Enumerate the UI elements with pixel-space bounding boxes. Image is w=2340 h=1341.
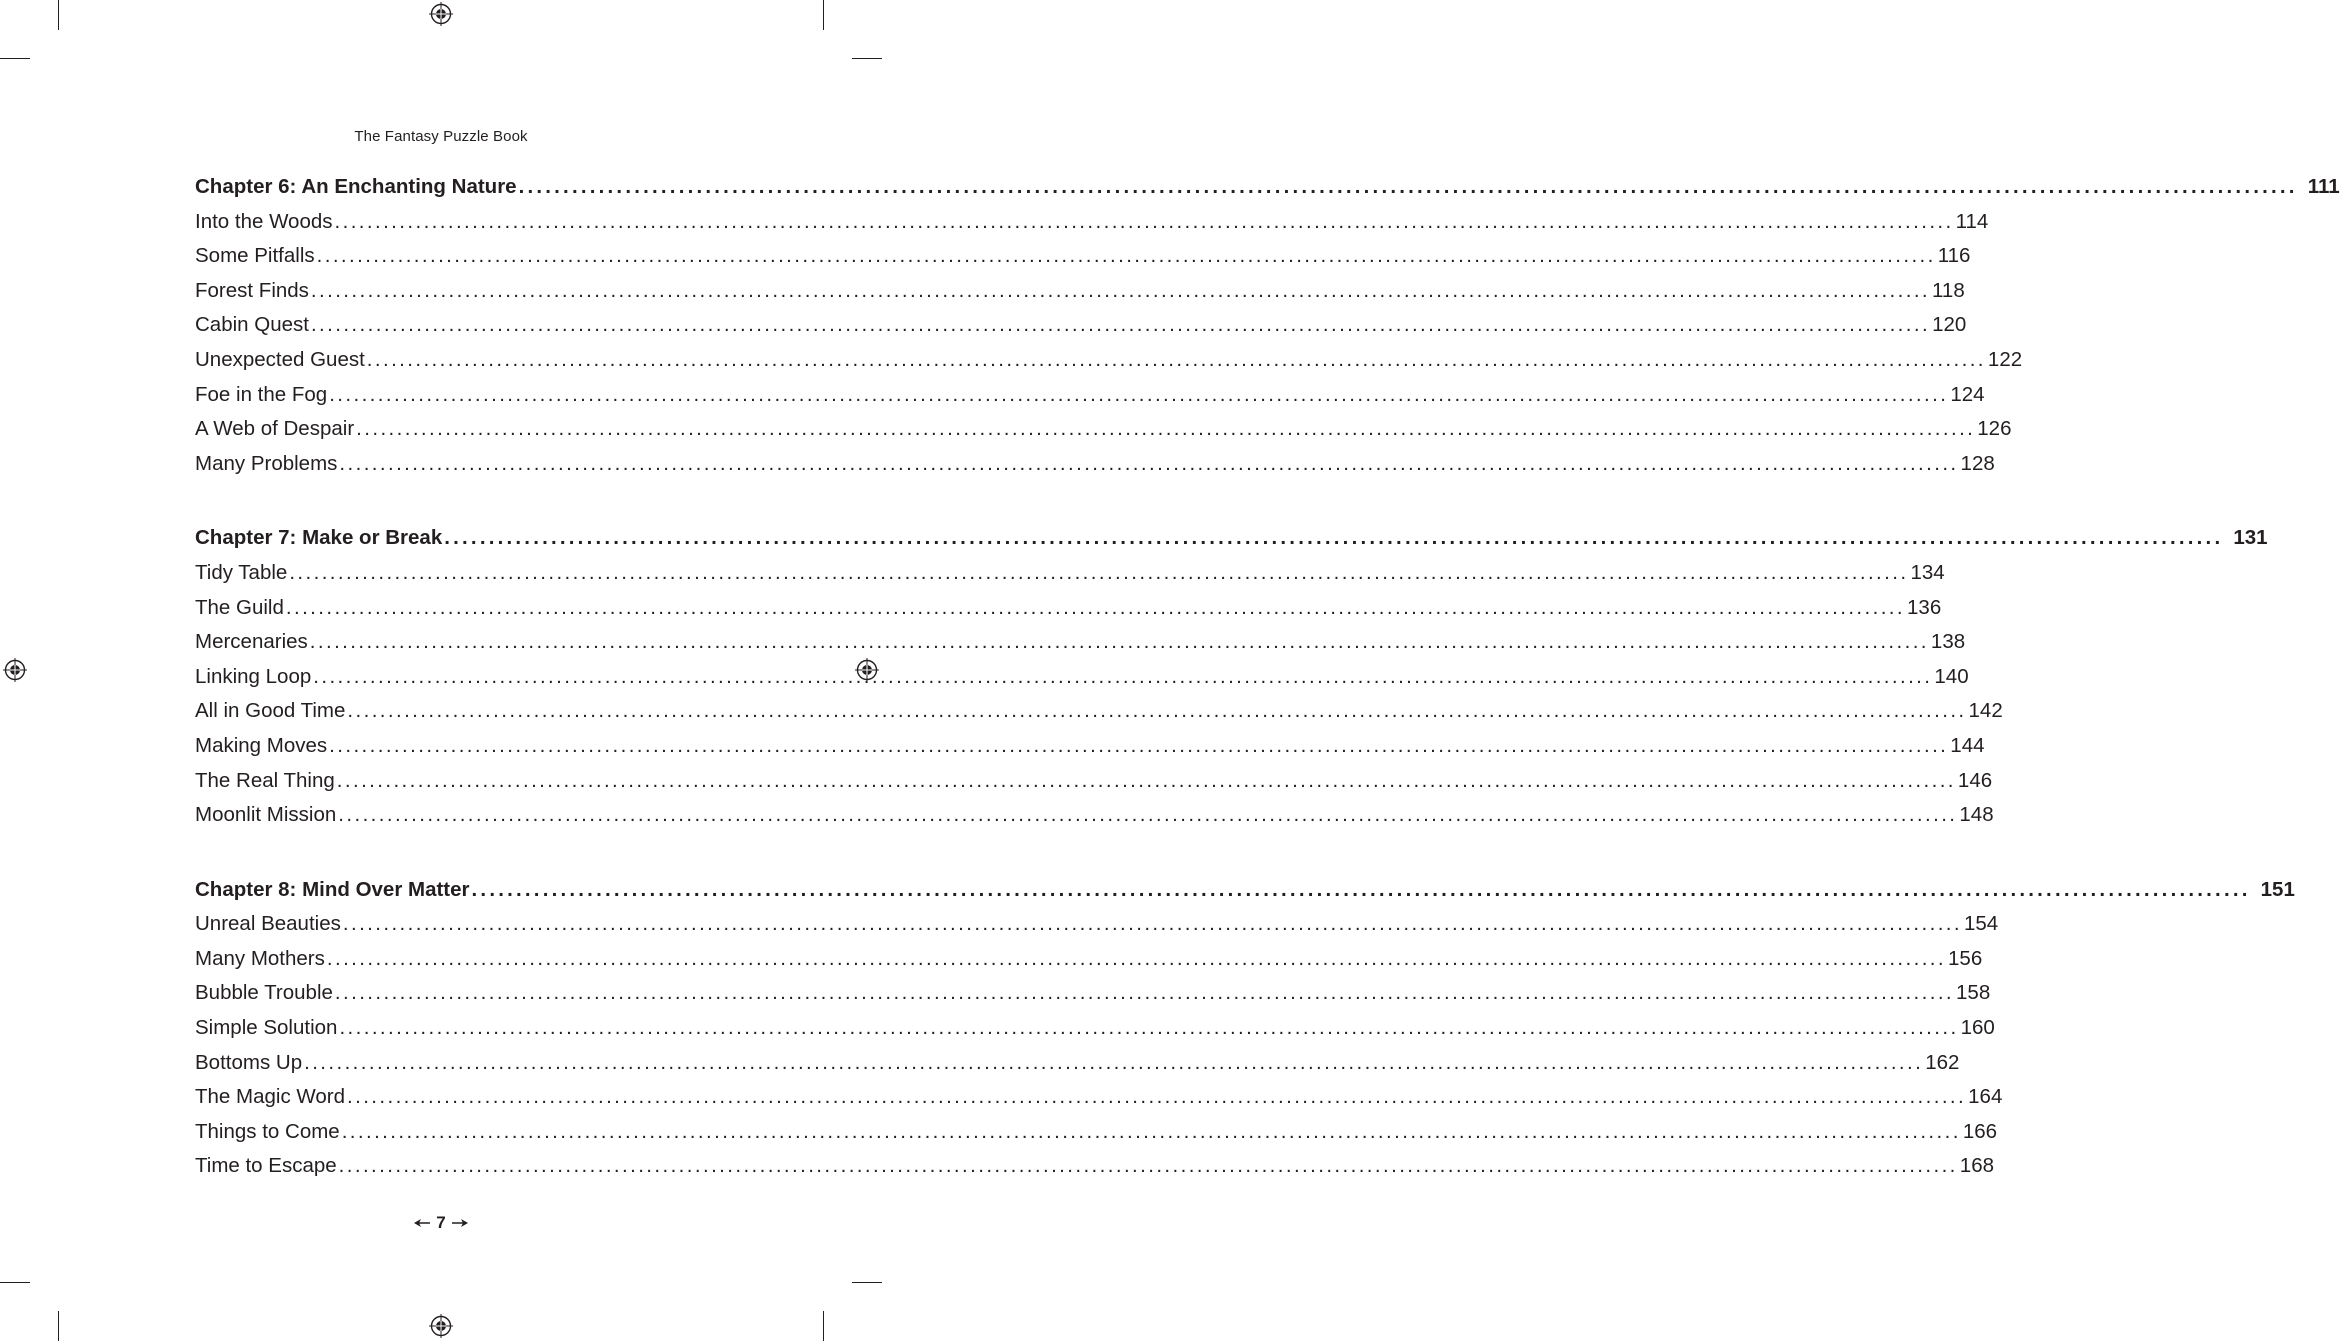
- chapter-page-number: 131: [2233, 526, 2268, 550]
- dot-leader: ........................................................................................................................................................................................................: [285, 595, 1906, 619]
- entry-title: Unexpected Guest: [195, 347, 365, 371]
- crop-mark-top-right: [823, 0, 824, 30]
- dot-leader: ........................................................................................................................................................................................................: [518, 175, 2298, 198]
- registration-mark-icon: [3, 658, 27, 682]
- chapter-title: Chapter 8: Mind Over Matter: [195, 877, 470, 901]
- toc-entry[interactable]: [195, 343, 2023, 378]
- dot-leader: ........................................................................................................................................................................................................: [347, 1085, 1967, 1109]
- chapter-heading[interactable]: [195, 873, 2295, 908]
- toc-entry[interactable]: [195, 591, 1942, 626]
- dot-leader: ........................................................................................................................................................................................................: [310, 313, 1931, 337]
- crop-mark-top-right: [852, 58, 882, 59]
- entry-page-number: 118: [1932, 278, 1965, 302]
- chapter-section: [195, 873, 2295, 1184]
- chapter-page-number: 151: [2260, 877, 2295, 901]
- crop-mark-top-left: [58, 0, 59, 30]
- page-footer: [0, 1213, 882, 1233]
- entry-page-number: 164: [1968, 1085, 2003, 1109]
- right-ornament-icon: [452, 1218, 468, 1228]
- entry-page-number: 124: [1950, 382, 1985, 406]
- entry-page-number: 144: [1950, 733, 1985, 757]
- entry-page-number: 140: [1934, 664, 1969, 688]
- toc-entry[interactable]: [195, 1149, 1995, 1184]
- toc-entry[interactable]: [195, 378, 1985, 413]
- dot-leader: ........................................................................................................................................................................................................: [316, 244, 1936, 268]
- entry-title: Simple Solution: [195, 1016, 338, 1040]
- entry-page-number: 154: [1964, 912, 1999, 936]
- dot-leader: ........................................................................................................................................................................................................: [329, 733, 1949, 757]
- entry-title: Things to Come: [195, 1119, 340, 1143]
- entry-title: The Real Thing: [195, 768, 335, 792]
- running-head: The Fantasy Puzzle Book: [354, 128, 528, 145]
- toc-entry[interactable]: [195, 907, 1999, 942]
- dot-leader: ........................................................................................................................................................................................................: [366, 347, 1986, 371]
- dot-leader: ........................................................................................................................................................................................................: [304, 1050, 1924, 1074]
- toc-entry[interactable]: [195, 798, 1994, 833]
- dot-leader: ........................................................................................................................................................................................................: [444, 526, 2224, 550]
- chapter-title: Chapter 6: An Enchanting Nature: [195, 175, 517, 198]
- entry-page-number: 134: [1910, 560, 1945, 584]
- entry-page-number: 166: [1962, 1119, 1998, 1143]
- dot-leader: ........................................................................................................................................................................................................: [338, 803, 1958, 827]
- entry-title: Linking Loop: [195, 664, 312, 688]
- dot-leader: ........................................................................................................................................................................................................: [310, 278, 1931, 302]
- toc-entry[interactable]: [195, 205, 1989, 240]
- toc-entry[interactable]: [195, 556, 1945, 591]
- dot-leader: ........................................................................................................................................................................................................: [341, 1119, 1961, 1143]
- dot-leader: ........................................................................................................................................................................................................: [334, 981, 1955, 1005]
- chapter-heading[interactable]: [195, 521, 2268, 556]
- dot-leader: ........................................................................................................................................................................................................: [356, 417, 1976, 441]
- toc-entry[interactable]: [195, 1011, 1995, 1046]
- chapter-heading[interactable]: [195, 170, 2340, 205]
- chapter-section: [195, 521, 2268, 832]
- toc-entry[interactable]: [195, 942, 1983, 977]
- dot-leader: ........................................................................................................................................................................................................: [471, 877, 2251, 901]
- entry-title: Bubble Trouble: [195, 981, 333, 1005]
- toc-entry[interactable]: [195, 729, 1985, 764]
- dot-leader: ........................................................................................................................................................................................................: [326, 946, 1947, 970]
- entry-title: Cabin Quest: [195, 313, 309, 337]
- entry-title: Moonlit Mission: [195, 803, 337, 827]
- entry-title: The Guild: [195, 595, 284, 619]
- registration-mark-icon: [429, 1314, 453, 1338]
- dot-leader: ........................................................................................................................................................................................................: [342, 912, 1962, 936]
- toc-entry[interactable]: [195, 1080, 2003, 1115]
- entry-title: Foe in the Fog: [195, 382, 328, 406]
- entry-title: Bottoms Up: [195, 1050, 303, 1074]
- entry-title: Mercenaries: [195, 630, 308, 654]
- entry-title: Some Pitfalls: [195, 244, 315, 268]
- dot-leader: ........................................................................................................................................................................................................: [338, 1154, 1958, 1178]
- entry-title: Many Problems: [195, 451, 338, 475]
- entry-page-number: 156: [1948, 946, 1983, 970]
- entry-title: Tidy Table: [195, 560, 288, 584]
- entry-page-number: 122: [1987, 347, 2023, 371]
- toc-entry[interactable]: [195, 625, 1966, 660]
- entry-page-number: 114: [1955, 209, 1989, 233]
- crop-mark-bottom-right: [852, 1282, 882, 1283]
- toc-entry[interactable]: [195, 1046, 1960, 1081]
- dot-leader: ........................................................................................................................................................................................................: [329, 382, 1949, 406]
- entry-title: The Magic Word: [195, 1085, 346, 1109]
- entry-page-number: 120: [1932, 313, 1967, 337]
- entry-page-number: 126: [1977, 417, 2012, 441]
- crop-mark-top-left: [0, 58, 30, 59]
- toc-entry[interactable]: [195, 308, 1967, 343]
- entry-title: A Web of Despair: [195, 417, 355, 441]
- crop-mark-bottom-left: [58, 1311, 59, 1341]
- registration-mark-icon: [429, 2, 453, 26]
- entry-title: Many Mothers: [195, 946, 325, 970]
- chapter-page-number: 111: [2307, 175, 2340, 198]
- left-ornament-icon: [414, 1218, 430, 1228]
- chapter-title: Chapter 7: Make or Break: [195, 526, 443, 550]
- crop-mark-bottom-left: [0, 1282, 30, 1283]
- entry-page-number: 138: [1930, 630, 1966, 654]
- dot-leader: ........................................................................................................................................................................................................: [347, 699, 1967, 723]
- dot-leader: ........................................................................................................................................................................................................: [339, 1016, 1959, 1040]
- crop-mark-bottom-right: [823, 1311, 824, 1341]
- toc-entry[interactable]: [195, 274, 1965, 309]
- toc-entry[interactable]: [195, 1115, 1998, 1150]
- dot-leader: ........................................................................................................................................................................................................: [339, 451, 1959, 475]
- toc-entry[interactable]: [195, 694, 2003, 729]
- entry-page-number: 160: [1960, 1016, 1995, 1040]
- dot-leader: ........................................................................................................................................................................................................: [309, 630, 1929, 654]
- table-of-contents: [195, 170, 2340, 1184]
- entry-page-number: 168: [1959, 1154, 1995, 1178]
- toc-entry[interactable]: [195, 764, 1993, 799]
- toc-entry[interactable]: [195, 412, 2012, 447]
- entry-page-number: 136: [1907, 595, 1942, 619]
- entry-title: Time to Escape: [195, 1154, 337, 1178]
- page-number: 7: [436, 1213, 446, 1232]
- dot-leader: ........................................................................................................................................................................................................: [313, 664, 1933, 688]
- entry-title: Unreal Beauties: [195, 912, 341, 936]
- toc-entry[interactable]: [195, 239, 1971, 274]
- toc-entry[interactable]: [195, 976, 1991, 1011]
- toc-entry[interactable]: [195, 447, 1995, 482]
- entry-title: Into the Woods: [195, 209, 333, 233]
- chapter-section: [195, 170, 2340, 481]
- toc-entry[interactable]: [195, 660, 1969, 695]
- entry-page-number: 158: [1956, 981, 1991, 1005]
- entry-page-number: 148: [1959, 803, 1994, 827]
- entry-title: Making Moves: [195, 733, 328, 757]
- entry-title: Forest Finds: [195, 278, 309, 302]
- entry-page-number: 162: [1925, 1050, 1960, 1074]
- entry-page-number: 142: [1968, 699, 2003, 723]
- entry-page-number: 116: [1937, 244, 1971, 268]
- entry-title: All in Good Time: [195, 699, 346, 723]
- entry-page-number: 128: [1960, 451, 1995, 475]
- entry-page-number: 146: [1957, 768, 1993, 792]
- dot-leader: ........................................................................................................................................................................................................: [334, 209, 1954, 233]
- dot-leader: ........................................................................................................................................................................................................: [289, 560, 1909, 584]
- dot-leader: ........................................................................................................................................................................................................: [336, 768, 1956, 792]
